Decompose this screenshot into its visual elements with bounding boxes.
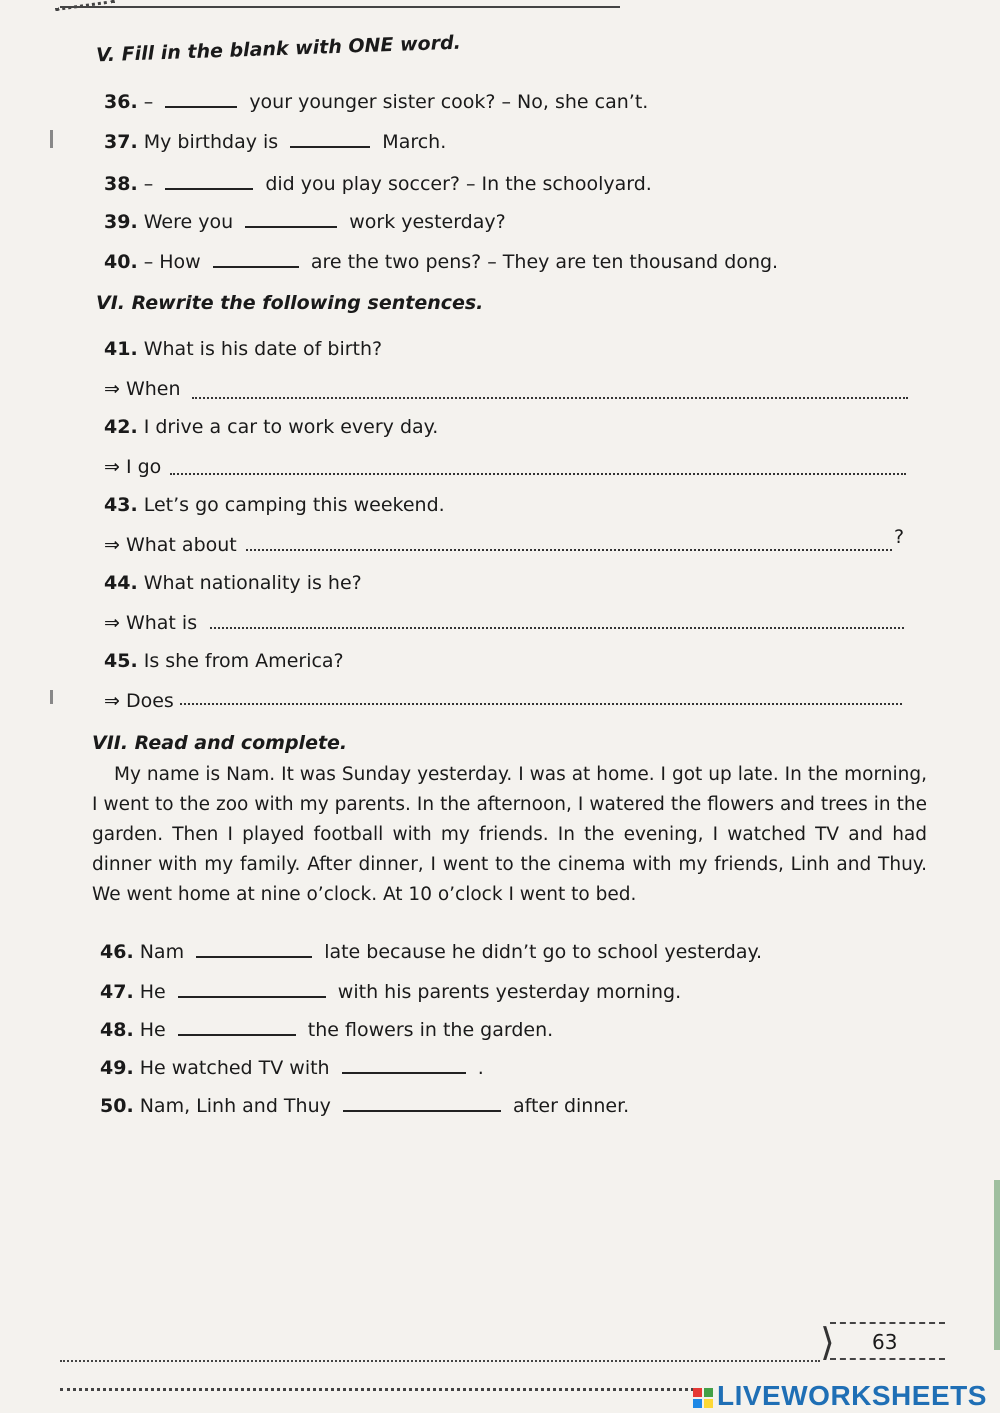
question-46: [100, 940, 762, 963]
question-43: [104, 494, 445, 516]
footer-dotted-rule: [60, 1360, 820, 1362]
question-number: 44.: [104, 572, 138, 594]
answer-blank-40[interactable]: [213, 250, 299, 268]
rewrite-prompt-42: ⇒ I go: [104, 456, 162, 478]
question-mark-43: ?: [894, 526, 905, 548]
logo-text: LIVEWORKSHEETS: [717, 1380, 987, 1411]
logo-grid-icon: [693, 1388, 713, 1408]
question-prefix: He watched TV with: [139, 1057, 330, 1079]
question-suffix: with his parents yesterday morning.: [337, 981, 682, 1003]
question-number: 43.: [104, 494, 138, 516]
answer-blank-46[interactable]: [196, 940, 312, 958]
question-number: 45.: [104, 650, 138, 672]
answer-blank-47[interactable]: [178, 980, 326, 998]
section-v-heading: V. Fill in the blank with ONE word.: [95, 31, 462, 67]
page-edge-decoration: [994, 1180, 1000, 1350]
answer-blank-37[interactable]: [290, 130, 370, 148]
rewrite-line-41[interactable]: [192, 396, 908, 399]
rewrite-line-42[interactable]: [170, 472, 906, 475]
original-sentence: Is she from America?: [143, 650, 344, 672]
question-suffix: .: [477, 1057, 484, 1079]
logo-square: [693, 1399, 702, 1408]
question-suffix: your younger sister cook? – No, she can’t.: [249, 91, 649, 113]
question-38: [104, 172, 652, 195]
question-number: 50.: [100, 1095, 134, 1117]
question-suffix: the flowers in the garden.: [307, 1019, 554, 1041]
question-number: 40.: [104, 251, 138, 273]
original-sentence: Let’s go camping this weekend.: [143, 494, 445, 516]
question-prefix: – How: [143, 251, 201, 273]
question-47: [100, 980, 681, 1003]
question-number: 48.: [100, 1019, 134, 1041]
answer-blank-36[interactable]: [165, 90, 237, 108]
question-number: 38.: [104, 173, 138, 195]
question-prefix: Nam, Linh and Thuy: [139, 1095, 331, 1117]
rewrite-prompt-45: ⇒ Does: [104, 690, 174, 712]
rewrite-line-44[interactable]: [210, 626, 904, 629]
question-number: 47.: [100, 981, 134, 1003]
question-49: [100, 1056, 484, 1079]
margin-mark: [50, 690, 53, 704]
question-44: [104, 572, 362, 594]
question-number: 49.: [100, 1057, 134, 1079]
question-37: [104, 130, 446, 153]
question-suffix: March.: [382, 131, 447, 153]
margin-mark: [50, 130, 53, 148]
page-box-bottom-dash: [830, 1358, 945, 1360]
logo-square: [693, 1388, 702, 1397]
question-number: 36.: [104, 91, 138, 113]
question-suffix: are the two pens? – They are ten thousand dong.: [310, 251, 779, 273]
question-suffix: after dinner.: [512, 1095, 630, 1117]
question-number: 37.: [104, 131, 138, 153]
answer-blank-50[interactable]: [343, 1094, 501, 1112]
question-suffix: late because he didn’t go to school yesterday.: [324, 941, 763, 963]
rewrite-prompt-41: ⇒ When: [104, 378, 181, 400]
rewrite-prompt-44: ⇒ What is: [104, 612, 198, 634]
liveworksheets-logo: [693, 1380, 987, 1412]
question-prefix: Nam: [139, 941, 185, 963]
question-48: [100, 1018, 553, 1041]
question-suffix: work yesterday?: [349, 211, 506, 233]
page-box-top-dash: [830, 1322, 945, 1324]
answer-blank-49[interactable]: [342, 1056, 466, 1074]
question-prefix: Were you: [143, 211, 234, 233]
question-39: [104, 210, 506, 233]
question-41: [104, 338, 382, 360]
question-prefix: –: [143, 91, 154, 113]
logo-square: [704, 1399, 713, 1408]
original-sentence: I drive a car to work every day.: [143, 416, 439, 438]
reading-passage: [92, 760, 927, 910]
question-36: [104, 90, 648, 113]
rewrite-line-43[interactable]: [246, 548, 892, 551]
question-number: 41.: [104, 338, 138, 360]
question-number: 42.: [104, 416, 138, 438]
question-50: [100, 1094, 629, 1117]
question-prefix: –: [143, 173, 154, 195]
answer-blank-39[interactable]: [245, 210, 337, 228]
answer-blank-38[interactable]: [165, 172, 253, 190]
rewrite-line-45[interactable]: [180, 702, 902, 705]
bottom-dotted-rule: [60, 1388, 700, 1391]
original-sentence: What is his date of birth?: [143, 338, 383, 360]
top-border-line: [60, 0, 620, 8]
page-number: 63: [872, 1330, 898, 1354]
logo-square: [704, 1388, 713, 1397]
question-prefix: My birthday is: [143, 131, 279, 153]
question-40: [104, 250, 778, 273]
passage-text: My name is Nam. It was Sunday yesterday. I was at home. I got up late. In the morning, I went to the zoo with my parents. In the afternoon, I watered the flowers and trees in the garden. Then I played football with my friends. In the evening, I watched TV and had dinner with my family. After dinner, I went to the cinema with my friends, Linh and Thuy. We went home at nine o’clock. At 10 o’clock I went to bed.: [92, 764, 927, 905]
answer-blank-48[interactable]: [178, 1018, 296, 1036]
section-vi-heading: VI. Rewrite the following sentences.: [96, 292, 484, 314]
question-42: [104, 416, 438, 438]
question-prefix: He: [139, 981, 166, 1003]
question-45: [104, 650, 344, 672]
bracket-icon: ⟩: [820, 1320, 835, 1364]
question-prefix: He: [139, 1019, 166, 1041]
original-sentence: What nationality is he?: [143, 572, 362, 594]
rewrite-prompt-43: ⇒ What about: [104, 534, 237, 556]
question-number: 46.: [100, 941, 134, 963]
section-vii-heading: VII. Read and complete.: [92, 732, 348, 754]
question-number: 39.: [104, 211, 138, 233]
question-suffix: did you play soccer? – In the schoolyard.: [265, 173, 652, 195]
